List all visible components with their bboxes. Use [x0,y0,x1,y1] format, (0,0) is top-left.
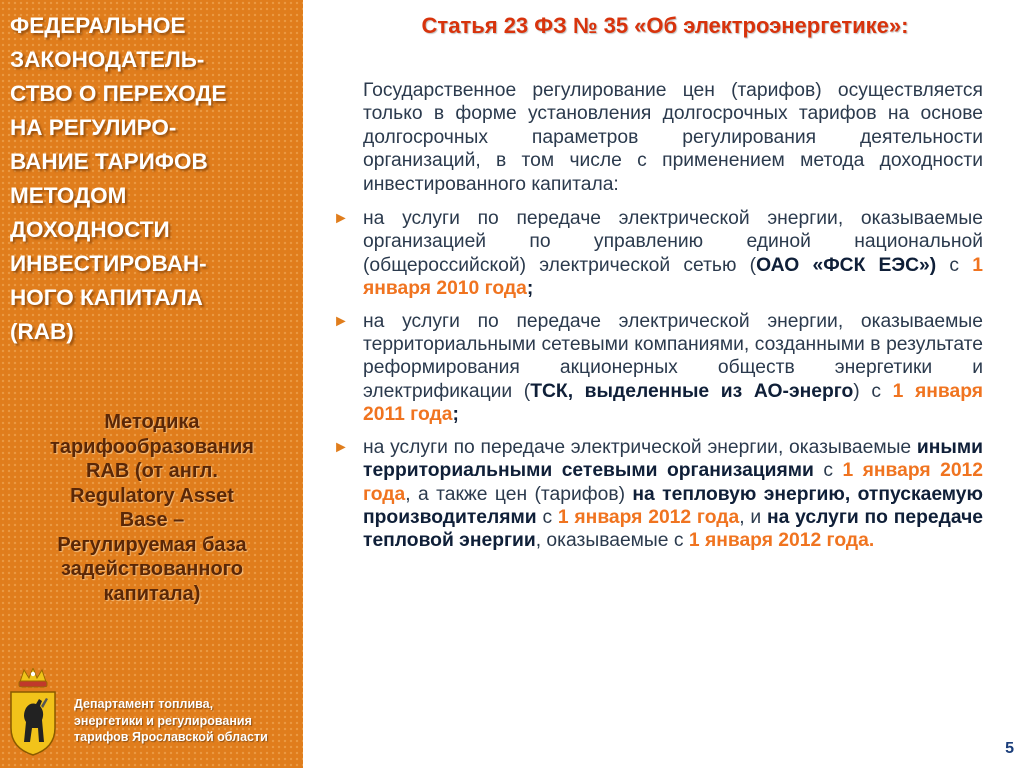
bullet-end: ; [526,278,534,300]
bold-text: на тепловую энергию, отпускаемую производителями [363,483,983,528]
date-highlight: 1 января 2012 года. [688,530,875,552]
bullet-text: , оказываемые с [535,530,689,552]
department-name: Департамент топлива, энергетики и регулирования тарифов Ярославской области [74,697,268,744]
date-highlight: 1 января 2012 года [557,506,740,528]
bullet-end: ; [452,404,459,426]
bullet-text: , а также цен (тарифов) [405,483,633,505]
sidebar-title: ФЕДЕРАЛЬНОЕ ЗАКОНОДАТЕЛЬ- СТВО О ПЕРЕХОДЕ НА РЕГУЛИРО- ВАНИЕ ТАРИФОВ МЕТОДОМ ДОХОДНОСТИ ИНВЕСТИРОВАН- НОГО КАПИТАЛА (RAB) [10,13,227,344]
bullet-item-fsk [333,207,983,301]
bullet-text: ) с [853,380,893,402]
bold-text: на услуги по передаче тепловой энергии [363,506,984,552]
content-body [333,79,983,553]
intro-paragraph: Государственное регулирование цен (тарифов) осуществляется только в форме установления долгосрочных тарифов на основе долгосрочных параметров регулирования деятельности организаций, в том числе с применением метода доходности инвестированного капитала: [363,80,983,195]
bullet-text: , и [739,506,767,528]
yaroslavl-coat-of-arms-icon [8,668,58,756]
bold-text: ТСК, выделенные из АО-энерго [530,380,854,402]
bold-text: ОАО «ФСК ЕЭС») [756,254,937,276]
sidebar-subtitle: Методика тарифообразования RAB (от англ. Regulatory Asset Base – Регулируемая база задействованного капитала) [50,411,254,605]
arrow-right-icon: ► [333,312,349,330]
sidebar [0,0,303,768]
date-highlight: 1 января 2011 года [363,380,983,426]
arrow-right-icon: ► [333,438,349,456]
date-highlight: 1 января 2012 года [363,460,984,505]
bold-text: иными территориальными сетевыми организациями [363,436,983,482]
page-number: 5 [1005,740,1014,757]
date-highlight: 1 января 2010 года [363,254,983,300]
slide-heading: Статья 23 ФЗ № 35 «Об электроэнергетике»: [421,13,909,38]
bullet-text: с [813,460,843,482]
arrow-right-icon: ► [333,210,349,228]
bullet-text: с [536,506,558,528]
bullet-text: на услуги по передаче электрической энергии, оказываемые [363,436,917,458]
bullet-text: на услуги по передаче электрической энергии, оказываемые территориальными сетевыми компаниями, созданными в результате реформирования акционерных обществ энергетики и электрификации ( [363,310,983,402]
bullet-text: на услуги по передаче электрической энергии, оказываемые организацией по управлению единой национальной (общероссийской) электрической сетью ( [363,208,983,276]
bullet-item-other [333,436,983,553]
bullet-text: с [936,254,973,276]
bullet-item-tsk [333,310,983,427]
